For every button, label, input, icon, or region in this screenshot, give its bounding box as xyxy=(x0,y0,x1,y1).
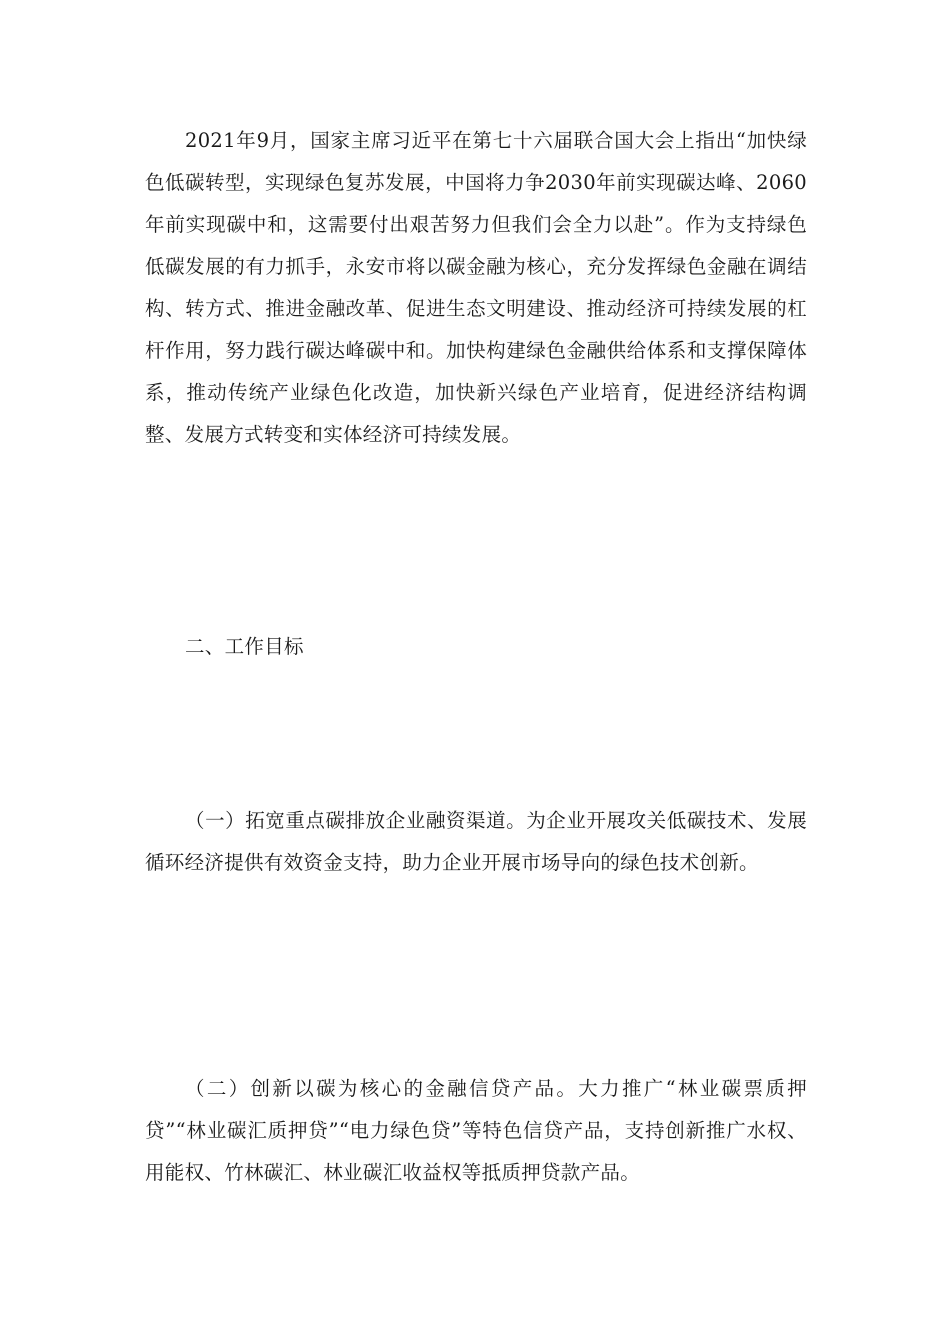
section-heading-work-goals: 二、工作目标 xyxy=(185,635,304,658)
goal-paragraph-2: （二）创新以碳为核心的金融信贷产品。大力推广“林业碳票质押贷”“林业碳汇质押贷”“电力绿色贷”等特色信贷产品，支持创新推广水权、用能权、竹林碳汇、林业碳汇收益权等抵质押贷款产品。 xyxy=(145,1077,807,1184)
intro-paragraph: 2021年9月，国家主席习近平在第七十六届联合国大会上指出“加快绿色低碳转型，实现绿色复苏发展，中国将力争2030年前实现碳达峰、2060年前实现碳中和，这需要付出艰苦努力但我们会全力以赴”。作为支持绿色低碳发展的有力抓手，永安市将以碳金融为核心，充分发挥绿色金融在调结构、转方式、推进金融改革、促进生态文明建设、推动经济可持续发展的杠杆作用，努力践行碳达峰碳中和。加快构建绿色金融供给体系和支撑保障体系，推动传统产业绿色化改造，加快新兴绿色产业培育，促进经济结构调整、发展方式转变和实体经济可持续发展。 xyxy=(145,129,807,446)
goal-paragraph-1: （一）拓宽重点碳排放企业融资渠道。为企业开展攻关低碳技术、发展循环经济提供有效资金支持，助力企业开展市场导向的绿色技术创新。 xyxy=(145,809,807,874)
